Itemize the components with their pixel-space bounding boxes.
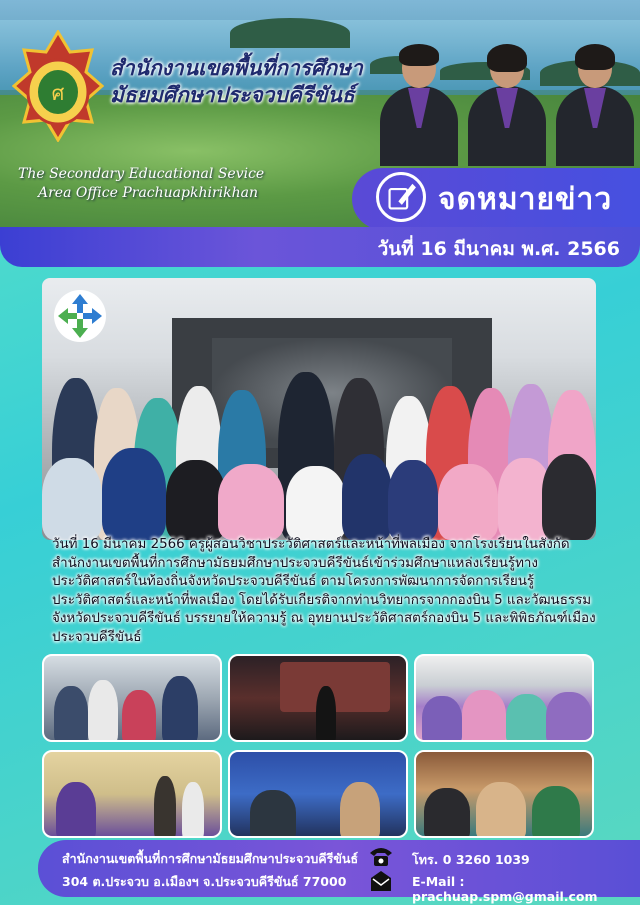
article-caption: วันที่ 16 มีนาคม 2566 ครูผู้สอนวิชาประวัติศาสตร์และหน้าที่พลเมือง จากโรงเรียนในสังกัดสำนักงานเขตพื้นที่การศึกษามัธยมศึกษาประจวบคีรีขันธ์เข้าร่วมศึกษาแหล่งเรียนรู้ทางประวัติศาสตร์ในท้องถิ่นจังหวัดประจวบคีรีขันธ์ ตามโครงการพัฒนาการจัดการเรียนรู้ประวัติศาสตร์และหน้าที่พลเมือง โดยได้รับเกียรติจากท่านวิทยากรจากกองบิน 5 และวัฒนธรรมจังหวัดประจวบคีรีขันธ์ บรรยายให้ความรู้ ณ อุทยานประวัติศาสตร์กองบิน 5 และพิพิธภัณฑ์เมืองประจวบคีรีขันธ์ bbox=[52, 537, 596, 645]
footer-org-name: สำนักงานเขตพื้นที่การศึกษามัธยมศึกษาประจวบคีรีขันธ์ bbox=[62, 851, 359, 866]
svg-text:ศ: ศ bbox=[51, 81, 65, 105]
gallery-photo bbox=[228, 750, 408, 838]
gallery-photo bbox=[42, 750, 222, 838]
issue-date: วันที่ 16 มีนาคม พ.ศ. 2566 bbox=[377, 238, 620, 260]
org-name-thai-line2: มัธยมศึกษาประจวบคีรีขันธ์ bbox=[110, 82, 355, 107]
mail-icon bbox=[368, 870, 394, 892]
executives-photo bbox=[376, 48, 640, 166]
executive-person bbox=[552, 48, 638, 166]
executive-person bbox=[464, 48, 550, 166]
footer-email[interactable]: E-Mail : prachuap.spm@gmail.com bbox=[412, 874, 598, 904]
school-seal-icon bbox=[12, 30, 104, 142]
main-group-photo bbox=[42, 278, 596, 540]
mountain-island bbox=[230, 18, 350, 48]
org-name-english bbox=[18, 165, 318, 203]
gallery-photo bbox=[42, 654, 222, 742]
gallery-photo bbox=[228, 654, 408, 742]
group-of-people bbox=[42, 368, 596, 540]
executive-person bbox=[376, 48, 462, 166]
gallery-photo bbox=[414, 750, 594, 838]
footer-phone: โทร. 0 3260 1039 bbox=[412, 852, 530, 867]
org-name-thai-line1: สำนักงานเขตพื้นที่การศึกษา bbox=[110, 55, 363, 80]
gallery-photo bbox=[414, 654, 594, 742]
pen-paper-icon bbox=[376, 172, 426, 222]
org-name-english-line2: Area Office Prachuapkhirikhan bbox=[38, 185, 258, 201]
footer-address: 304 ต.ประจวบ อ.เมืองฯ จ.ประจวบคีรีขันธ์ 77000 bbox=[62, 874, 347, 889]
newsletter-title: จดหมายข่าว bbox=[438, 182, 613, 217]
org-name-english-line1: The Secondary Educational Sevice bbox=[18, 166, 265, 182]
phone-icon bbox=[368, 845, 394, 867]
four-arrows-logo-icon bbox=[52, 288, 108, 344]
org-name-thai bbox=[110, 54, 380, 108]
